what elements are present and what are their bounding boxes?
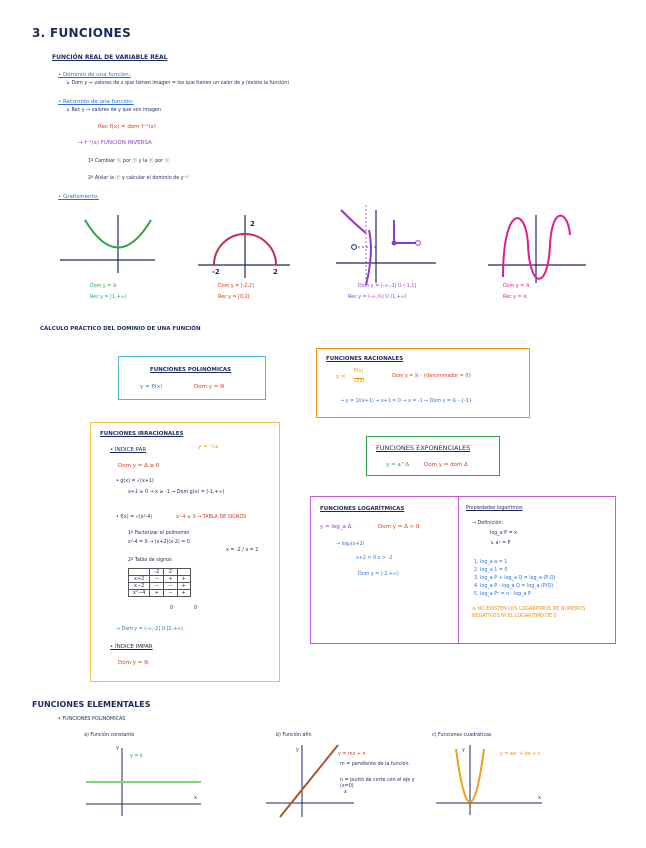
affine-axis-x: x [344, 790, 347, 795]
sign-table-cell: + [164, 576, 177, 583]
sign-table-cell: + [150, 590, 164, 597]
sign-table-cell: − [164, 590, 177, 597]
elementary-polynomial-sub: • FUNCIONES POLINÓMICAS [58, 717, 126, 722]
sign-table-cell: x−2 [129, 583, 150, 590]
graph1-domain: Dom y = ℝ [90, 284, 117, 289]
constant-formula: y = k [130, 754, 143, 759]
graph-constant [86, 748, 206, 818]
polynomial-title: FUNCIONES POLINÓMICAS [150, 367, 232, 373]
odd-index-domain: Dom y = ℝ [118, 660, 149, 666]
polynomial-box [118, 356, 266, 400]
exponential-title: FUNCIONES EXPONENCIALES [376, 444, 471, 452]
graph3-range: Rec y = (-∞,½) U (1,+∞) [348, 295, 407, 300]
affine-axis-y: y [296, 748, 299, 753]
log-definition-heading: → Definición: [472, 521, 504, 526]
graph-piecewise [336, 205, 446, 285]
inverse-step-2: 2º Aislar la ⓨ y calcular el dominio de y⁻¹ [88, 176, 188, 181]
sign-table-cell: + [177, 590, 190, 597]
log-definition-2: ↳ aˣ = P [490, 541, 511, 546]
logarithmic-domain: Dom y = Δ > 0 [378, 524, 420, 530]
graph4-range: Rec y = ℝ [503, 295, 527, 300]
logarithmic-title: FUNCIONES LOGARÍTMICAS [320, 506, 405, 512]
sign-table-cell: − [150, 583, 164, 590]
page-title: 3. FUNCIONES [32, 26, 132, 40]
sign-table-cell: x+2 [129, 576, 150, 583]
constant-axis-x: x [194, 796, 197, 801]
range-heading: • Recorrido de una función: [58, 99, 134, 105]
odd-index-heading: • ÍNDICE IMPAR [110, 644, 153, 650]
graphs-heading: • Grafismento: [58, 194, 99, 200]
log-property: 4. log_a P - log_a Q = log_a (P/Q) [474, 584, 554, 589]
rational-numerator: P(x) [354, 369, 364, 374]
sign-table [128, 568, 191, 597]
sign-table-cell: x²−4 [129, 590, 150, 597]
log-warning: ⊛ NO EXISTEN LOS LOGARITMOS DE NÚMEROS NEGATIVOS NI EL LOGARITMO DE 0 [472, 607, 586, 619]
logarithmic-divider [458, 496, 459, 644]
log-example: → log₂(x+2) [336, 542, 365, 547]
constant-axis-y: y [116, 746, 119, 751]
graph2-domain: Dom y = [-2,2] [218, 284, 254, 289]
logarithmic-formula: y = log_a Δ [320, 524, 352, 530]
irr-example2: • f(x) = √(x²-4) [116, 515, 153, 520]
quadratic-function-title: c) Funciones cuadráticas [432, 733, 492, 738]
rational-example: → y = 1/(x+1) ⇝ x+1 = 0 → x = -1 ⇒ Dom y = ℝ - {-1} [340, 399, 472, 404]
exponential-domain: Dom y = dom Δ [424, 462, 468, 468]
graph2-tick-top: 2 [250, 220, 255, 228]
quadratic-formula: y = ax² + bx + c [500, 752, 541, 757]
irr-example1-solution: x+1 ≥ 0 → x ≥ -1 ⇒ Dom g(x) = [-1,+∞) [128, 490, 225, 495]
log-property: 1. log_a a = 1 [474, 560, 508, 565]
rational-title: FUNCIONES RACIONALES [326, 356, 404, 362]
log-example-domain: Dom y = (-2,+∞) [358, 572, 399, 577]
irrational-formula: y = ⁿ√a [198, 444, 219, 450]
quadratic-axis-x: x [538, 796, 541, 801]
even-index-heading: • ÍNDICE PAR [110, 447, 147, 453]
log-definition-1: log_a P = x [490, 531, 517, 536]
polynomial-domain: Dom y = ℝ [194, 384, 225, 390]
irrational-title: FUNCIONES IRRACIONALES [100, 431, 184, 437]
log-property: 5. log_a Pⁿ = n · log_a P [474, 592, 531, 597]
sign-table-zero: 0 [170, 606, 174, 611]
irr-example1: • g(x) = √(x+1) [116, 479, 154, 484]
section-elementary-title: FUNCIONES ELEMENTALES [32, 700, 151, 709]
log-properties-title: Propiedades logaritmos [466, 506, 523, 511]
graph3-domain: Dom y = (-∞,-1) U (-1,1] [358, 284, 417, 289]
domain-definition: ↳ Dom y ⇒ valores de x que tienen imagen = los que tienen un valor de y (existe la función) [66, 81, 290, 86]
quadratic-axis-y: y [462, 748, 465, 753]
sign-table-step: 2º Tabla de signos [128, 558, 172, 563]
sign-table-cell: + [177, 583, 190, 590]
graph-oscillating [488, 215, 588, 285]
logarithmic-box [310, 496, 616, 644]
log-property: 3. log_a P + log_a Q = log_a (P·Q) [474, 576, 556, 581]
section-domain-title: CÁLCULO PRÁCTICO DEL DOMINIO DE UNA FUNCIÓN [40, 326, 201, 332]
log-example-ineq: x+2 > 0 x > -2 [356, 556, 393, 561]
sign-table-cell: − [150, 576, 164, 583]
sign-table-head: 2 [164, 569, 177, 576]
range-definition: ↳ Rec y ⇒ valores de y que son imagen [66, 108, 161, 113]
graph1-range: Rec y = [1,+∞) [90, 295, 127, 300]
constant-function-title: a) Función constante [84, 733, 135, 738]
sign-table-head [177, 569, 190, 576]
sign-table-zero: 0 [194, 606, 198, 611]
factor-step: 1º Factorizar el polinomio [128, 531, 190, 536]
affine-formula: y = mx + n [338, 752, 366, 757]
polynomial-formula: y = P(x) [140, 384, 163, 390]
rational-y: y = [336, 374, 346, 380]
log-property: 2. log_a 1 = 0 [474, 568, 508, 573]
even-index-domain: Dom y = Δ ≥ 0 [118, 463, 160, 469]
graph2-tick-left: -2 [212, 268, 220, 276]
sign-table-head: -2 [150, 569, 164, 576]
exponential-box [366, 436, 500, 476]
affine-function-title: b) Función afín [276, 733, 312, 738]
section-function-real-title: FUNCIÓN REAL DE VARIABLE REAL [52, 54, 168, 61]
affine-slope-note: m = pendiente de la función [340, 762, 409, 767]
factor-equation: x²-4 = 0 → (x+2)(x-2) = 0 [128, 540, 190, 545]
graph4-domain: Dom y = ℝ [503, 284, 530, 289]
rational-denominator: Q(x) [354, 379, 365, 384]
inverse-step-1: 1º Cambiar ⓧ por ⓨ y la ⓨ por ⓧ [88, 159, 170, 164]
irr-example2-note: x²-4 ≥ 0 → TABLA DE SIGNOS [176, 515, 247, 520]
graph2-tick-right: 2 [273, 268, 278, 276]
graph-parabola-up [60, 215, 160, 275]
graph2-range: Rec y = [0,2] [218, 295, 250, 300]
range-formula: Rec f(x) = dom f⁻¹(x) [98, 124, 156, 130]
sign-table-cell: + [177, 576, 190, 583]
domain-heading: • Dominio de una función: [58, 72, 131, 78]
affine-intercept-note: n = punto de corte con el eje y (x=0) [340, 778, 415, 789]
irr-result: ⇒ Dom y = (-∞,-2] U [2,+∞) [116, 627, 183, 632]
sign-table-head [129, 569, 150, 576]
inverse-function-title: → f⁻¹(x) FUNCIÓN INVERSA [78, 140, 152, 146]
sign-table-cell: − [164, 583, 177, 590]
factor-roots: x = -2 / x = 2 [226, 548, 259, 553]
rational-domain: Dom y = ℝ - {denominador = 0} [392, 374, 472, 379]
exponential-formula: y = a^Δ [386, 462, 410, 468]
